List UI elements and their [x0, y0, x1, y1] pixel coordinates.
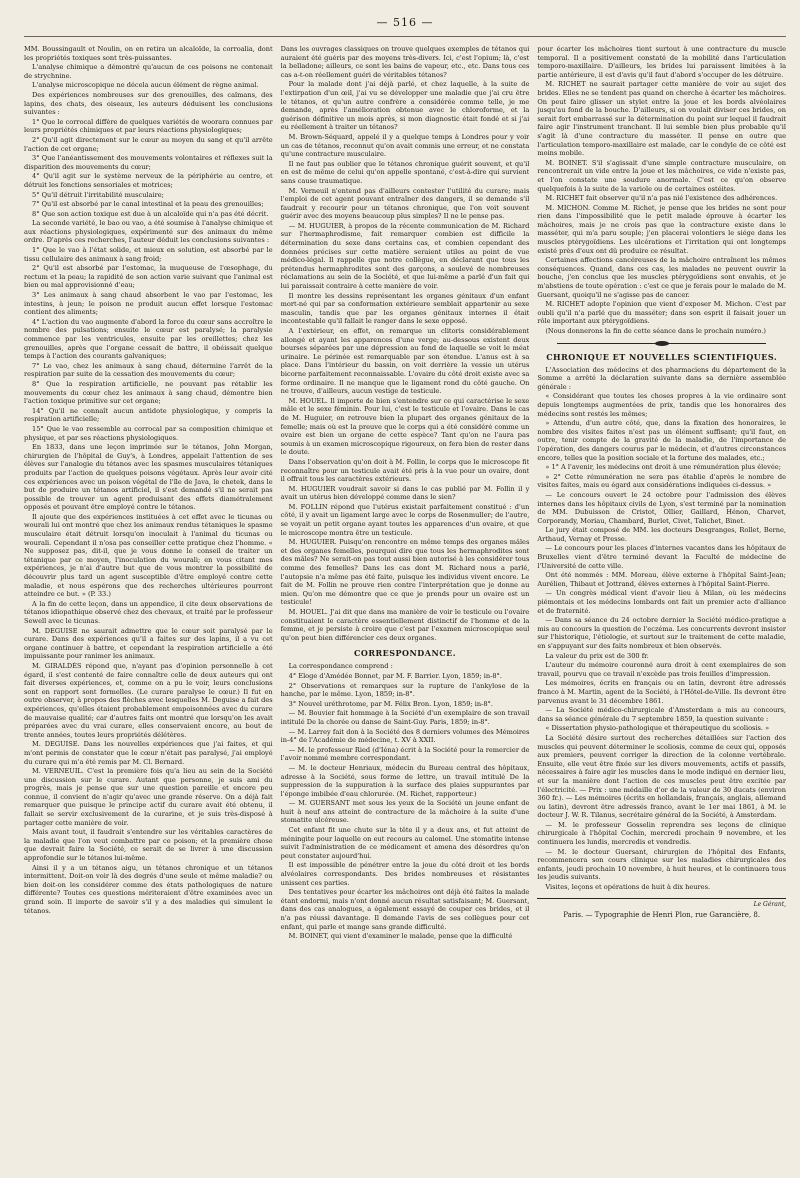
- paragraph: Il montre les dessins représentant les organes génitaux d'un enfant mort-né qui par sa conformation extérieure semblait appartenir au sexe masculin, tandis que par les organes génitaux internes il était incontestable qu'il fallait le ranger dans le sexe opposé.: [280, 291, 530, 326]
- paragraph: — M. HUGUIER, à propos de la récente communication de M. Richard sur l'hermaphrodisme, fait remarquer combien est difficile la détermination du sexe dans certains cas, et combien cependant des données précises sur cette matière seraient utiles au point de vue médico-légal. Il rappelle que notre collègue, en déclarant que tous les prétendus hermaphrodites sont des garçons, a soulevé de nombreuses réclamations au sein de la Société, et que lui-même a parlé d'un fait qui lui paraissait contraire à cette manière de voir.: [280, 221, 530, 291]
- paragraph: Pour la malade dont j'ai déjà parlé, et chez laquelle, à la suite de l'extirpation d'un œil, j'ai vu se développer une maladie que j'ai cru être le tétanos, et qu'un autre confrère a considérée comme telle, je me demande, après l'amélioration obtenue avec le chloroforme, et la guérison définitive un mois après, si mon diagnostic était fondé et si j'ai eu réellement à traiter un tétanos?: [280, 80, 530, 132]
- paragraph: A l'extérieur, en effet, on remarque un clitoris considérablement allongé et ayant les apparences d'une verge; au-dessous existent deux bourses séparées par une dépression au fond de laquelle se voit le méat urinaire. Le périnée est remarquable par son étendue. L'anus est à sa place. Dans l'intérieur du bassin, on voit derrière la vessie un utérus bicorne parfaitement reconnaissable. L'ovaire du côté droit existe avec sa forme ordinaire. Il ne manque que le ligament rond du côté gauche. On ne trouve, d'ailleurs, aucun vestige de testicule.: [280, 327, 530, 396]
- printer-imprint: Paris. — Typographie de Henri Plon, rue Garancière, 8.: [563, 911, 761, 920]
- paragraph: 15° Que le vao ressemble au corrocal par sa composition chimique et physique, et par ses réactions physiologiques.: [24, 424, 273, 442]
- paragraph: 14° Qu'il ne connaît aucun antidote physiologique, y compris la respiration artificielle;: [24, 406, 273, 424]
- paragraph: 2° Observations et remarques sur la rupture de l'ankylose de la hanche, par le même. Lyon, 1859; in-8°.: [280, 681, 530, 699]
- paragraph: En 1833, dans une leçon imprimée sur le tétanos, John Morgan, chirurgien de l'hôpital de Guy's, à Londres, appelait l'attention de ses élèves sur l'analogie du tétanos avec les spasmes musculaires tétaniques produits par l'action de quelques poisons végétaux. Après leur avoir cité ces expériences avec un poison végétal de l'île de Java, le chetek, dans le but de produire un tétanos artificiel, il s'est demandé s'il ne serait pas possible de trouver un agent produisant des effets diamétralement opposés et pouvant être employé contre le tétanos.: [24, 443, 273, 512]
- paragraph: — Le concours pour les places d'internes vacantes dans les hôpitaux de Bruxelles vient d'être terminé devant la Faculté de médecine de l'Université de cette ville.: [537, 544, 786, 570]
- paragraph: Il ne faut pas oublier que le tétanos chronique guérit souvent, et qu'il en est de même de celui qu'on appelle spontané, c'est-à-dire qui survient sans cause traumatique.: [280, 159, 530, 185]
- paragraph: Certaines affections cancéreuses de la mâchoire entraînent les mêmes conséquences. Quand, dans ces cas, les malades ne peuvent ouvrir la bouche, j'en conclus que les muscles ptérygoïdiens sont envahis, et je m'abstiens de toute opération : c'est ce que je ferais pour le malade de M. Guersant, quoiqu'il ne s'agisse pas de cancer.: [537, 256, 786, 299]
- paragraph: — Le concours ouvert le 24 octobre pour l'admission des élèves internes dans les hôpitaux civils de Lyon, s'est terminé par la nomination de MM. Dubuisson de Cristot, Ollier, Gaillard, Hénon, Charvet, Corporandy, Moriau, Chambard, Burlet, Civet, Talichet, Binet.: [537, 490, 786, 525]
- paragraph: 8° Que son action toxique est due à un alcaloïde qui n'a pas été décrit.: [32, 209, 269, 218]
- paragraph: M. HOUEL. J'ai dit que dans ma manière de voir le testicule ou l'ovaire constituaient le caractère essentiellement distinctif de l'homme et de la femme, et je persiste à croire que c'est par l'examen microscopique seul qu'on peut bien différencier ces deux organes.: [280, 608, 530, 642]
- paragraph: M. DEGUISE. Dans les nouvelles expériences que j'ai faites, et qui m'ont permis de constater que le cœur n'était pas paralysé, j'ai employé du curare qui m'a été remis par M. Cl. Bernard.: [24, 740, 273, 766]
- page-header: [24, 12, 786, 37]
- paragraph: M. Verneuil n'entend pas d'ailleurs contester l'utilité du curare; mais l'emploi de cet agent pouvant entraîner des dangers, il se demande s'il faudrait y recourir pour un tétanos chronique, que l'on voit souvent guérir avec des moyens beaucoup plus simples? Il ne le pense pas.: [280, 186, 530, 221]
- paragraph: 1° Que le vao à l'état solide, et mieux en solution, est absorbé par le tissu cellulaire des animaux à sang froid;: [24, 246, 273, 263]
- paragraph: M. Brown-Séquard, appelé il y a quelque temps à Londres pour y voir un cas de tétanos, reconnut qu'on avait commis une erreur, et ne constata qu'une contracture musculaire.: [280, 132, 530, 159]
- paragraph: — M. Larrey fait don à la Société des 8 derniers volumes des Mémoires in-4° de l'Académie de médecine, t. XV à XXII.: [280, 727, 530, 745]
- paragraph: « Dissertation physio-pathologique et thérapeutique du scoliosis. »: [545, 724, 770, 733]
- paragraph: La Société désire surtout des recherches détaillées sur l'action des muscles qui peuvent déterminer le scoliosis, comme de ceux qui, opposés aux premiers, peuvent corriger la direction de la colonne vertébrale. Ensuite, elle veut être fixée sur les divers mouvements, actifs et passifs, nécessaires à faire agir les muscles dans le mode indiqué en dernier lieu, et sur la manière dont l'action de ces muscles peut être excitée par l'électricité. — Prix : une médaille d'or de la valeur de 30 ducats (environ 360 fr.). — Les mémoires (écrits en hollandais, français, anglais, allemand ou latin), devront être adressés franco, avant le 1er mai 1861, à M. le docteur J. W. R. Tilanus, secrétaire général de la Société, à Amsterdam.: [537, 733, 786, 820]
- paragraph: » Attendu, d'un autre côté, que, dans la fixation des honoraires, le nombre des visites faites n'est pas un élément suffisant; qu'il faut, en outre, tenir compte de la gravité de la maladie, de l'importance de l'opération, des dangers courus par le médecin, et d'autres circonstances encore, telles que la position sociale et la fortune des malades, etc.;: [537, 419, 786, 462]
- paragraph: Cet enfant fit une chute sur la tête il y a deux ans, et fut atteint de méningite pour laquelle on eut recours au calomel. Une stomatite intense suivit l'administration de ce médicament et amena des désordres qu'on peut constater aujourd'hui.: [280, 826, 530, 860]
- paragraph: Des expériences nombreuses sur des grenouilles, des caïmans, des lapins, des chats, des oiseaux, les auteurs déduisent les conclusions suivantes :: [24, 90, 273, 117]
- paragraph: 8° Que la respiration artificielle, ne pouvant pas rétablir les mouvements du cœur chez les animaux à sang chaud, démontre bien l'action toxique primitive sur cet organe;: [24, 379, 273, 406]
- column-3: [537, 45, 786, 1171]
- paragraph: L'Association des médecins et des pharmaciens du département de la Somme a arrêté la déclaration suivante dans sa dernière assemblée générale :: [537, 365, 786, 391]
- paragraph: — Un congrès médical vient d'avoir lieu à Milan, où les médecins piémontais et les médecins lombards ont fait un premier acte d'alliance et de fraternité.: [537, 589, 786, 615]
- paragraph: 2° Qu'il est absorbé par l'estomac, la muqueuse de l'œsophage, du rectum et la peau; la rapidité de son action varie suivant que l'animal est bien ou mal approvisionné d'eau;: [24, 264, 273, 290]
- section-heading: CHRONIQUE ET NOUVELLES SCIENTIFIQUES.: [546, 351, 778, 362]
- paragraph: La seconde variété, le bao ou vao, a été soumise à l'analyse chimique et aux réactions physiologiques, expérimenté sur des animaux du même ordre. D'après ces recherches, l'auteur déduit les conclusions suivantes :: [24, 219, 273, 245]
- paragraph: L'analyse chimique a démontré qu'aucun de ces poisons ne contenait de strychnine.: [24, 63, 273, 80]
- paragraph: L'auteur du mémoire couronné aura droit à cent exemplaires de son travail, pourvu que ce travail n'excède pas trois feuilles d'impression.: [537, 661, 786, 678]
- paragraph: Il est impossible de pénétrer entre la joue du côté droit et les bords alvéolaires correspondants. Des brides nombreuses et résistantes unissent ces parties.: [280, 861, 530, 887]
- paragraph: Ont été nommés : MM. Moreau, élève externe à l'hôpital Saint-Jean; Aurélien, Thibaut et Jottrand, élèves externes à l'hôpital Saint-Pierre.: [537, 571, 786, 588]
- paragraph: Visites, leçons et opérations de huit à dix heures.: [545, 883, 711, 892]
- paragraph: — M. le professeur Gosselin reprendra ses leçons de clinique chirurgicale à l'hôpital Cochin, mercredi prochain 9 novembre, et les continuera les lundis, mercredis et vendredis.: [537, 820, 786, 847]
- paragraph: M. RICHET fait observer qu'il n'a pas nié l'existence des adhérences.: [545, 194, 778, 203]
- paragraph: M. RICHET adopte l'opinion que vient d'exposer M. Michon. C'est par oubli qu'il n'a parlé que du masséter; dans son esprit il faisait jouer un rôle important aux ptérygoïdiens.: [537, 300, 786, 326]
- paragraph: M. HOUEL. Il importe de bien s'entendre sur ce qui caractérise le sexe mâle et le sexe féminin. Pour lui, c'est le testicule et l'ovaire. Dans le cas de M. Huguier, on retrouve bien la plupart des organes génitaux de la femelle; mais où est la preuve que le corps qui a été considéré comme un ovaire est bien un organe de cette espèce? Tant qu'on ne l'aura pas soumis à un examen microscopique rigoureux, on fera bien de rester dans le doute.: [280, 396, 530, 457]
- column-2: [281, 45, 530, 1171]
- paragraph: 3° Les animaux à sang chaud absorbent le vao par l'estomac, les intestins, à jeun; le poison ne produit aucun effet lorsque l'estomac contient des aliments;: [24, 291, 273, 317]
- paragraph: La correspondance comprend :: [288, 662, 393, 671]
- column-1: [24, 45, 273, 1171]
- paragraph: — La Société médico-chirurgicale d'Amsterdam a mis au concours, dans sa séance générale du 7 septembre 1859, la question suivante :: [537, 706, 786, 723]
- paragraph: Mais avant tout, il faudrait s'entendre sur les véritables caractères de la maladie que l'on veut combattre par ce poison; et la première chose que devrait faire la Société, ce serait de se livrer à une discussion approfondie sur le tétanos lui-même.: [24, 828, 273, 863]
- paragraph: 3° Que l'anéantissement des mouvements volontaires et réflexes suit la disparition des mouvements du cœur;: [24, 154, 273, 171]
- paragraph: Dans l'observation qu'on doit à M. Follin, le corps que le microscope fit reconnaître pour un testicule avait été pris à la vue pour un ovaire, dont il offrait tous les caractères extérieurs.: [280, 457, 530, 484]
- paragraph: 7° Le vao, chez les animaux à sang chaud, détermine l'arrêt de la respiration par suite de la cessation des mouvements du cœur;: [24, 361, 273, 379]
- paragraph: 4° Qu'il agit sur le système nerveux de la périphérie au centre, et détruit les fonctions sensoriales et motrices;: [24, 172, 273, 189]
- paragraph: — M. Bouvier fait hommage à la Société d'un exemplaire de son travail intitulé De la chorée ou danse de Saint-Guy. Paris, 1859; in-8°.: [280, 709, 530, 726]
- paragraph: M. MICHON. Comme M. Richet, je pense que les brides ne sont pour rien dans l'impossibilité que le petit malade éprouve à écarter les mâchoires, mais je ne crois pas que la contracture existe dans le masséter, qui m'a paru souple; j'en placerai volontiers le siége dans les muscles ptérygoïdiens. Les ulcérations et l'irritation qui ont longtemps existé près d'eux ont dû produire ce résultat.: [537, 203, 786, 255]
- page-footer: [537, 898, 786, 920]
- paragraph: M. RICHET ne saurait partager cette manière de voir au sujet des brides. Elles ne se tendent pas quand on cherche à écarter les mâchoires. On peut faire glisser un stylet entre la joue et les bords alvéolaires jusqu'au fond de la bouche. D'ailleurs, si on voulait diviser ces brides, on serait fort embarrassé sur la détermination du point sur lequel il faudrait faire agir l'instrument tranchant. Il lui semble bien plus probable qu'il s'agit là d'une contracture du masséter. Il pense en outre que l'articulation temporo-maxillaire est malade, car le condyle de ce côté est moins mobile.: [537, 80, 786, 158]
- paragraph: 5° Qu'il détruit l'irritabilité musculaire;: [32, 190, 164, 199]
- paragraph: — M. le professeur Ried (d'Iéna) écrit à la Société pour la remercier de l'avoir nommé membre correspondant.: [280, 745, 530, 763]
- paragraph: Les mémoires, écrits en français ou en latin, devront être adressés franco à M. Martin, agent de la Société, à l'Hôtel-de-Ville. Ils devront être parvenus avant le 31 décembre 1861.: [537, 679, 786, 705]
- paragraph: 7° Qu'il est absorbé par le canal intestinal et la peau des grenouilles;: [32, 200, 264, 209]
- paragraph: L'analyse microscopique ne décela aucun élément de règne animal.: [32, 81, 259, 90]
- paragraph: M. FOLLIN répond que l'utérus existait parfaitement constitué : d'un côté, il y avait un ligament large avec le corps de Rosenmuller; de l'autre, se voyait un petit organe ayant toutes les apparences d'un ovaire, et que le microscope montra être un testicule.: [280, 502, 530, 537]
- paragraph: 2° Qu'il agit directement sur le cœur au moyen du sang et qu'il arrête l'action de cet organe;: [24, 135, 273, 153]
- paragraph: 1° Que le corrocal diffère de quelques variétés de woorara connues par leurs propriétés chimiques et par leurs réactions physiologiques;: [24, 117, 273, 135]
- paragraph: 4° Eloge d'Amédée Bonnet, par M. F. Barrier. Lyon, 1859; in-8°.: [288, 671, 502, 680]
- section-heading: CORRESPONDANCE.: [354, 648, 457, 659]
- paragraph: Des tentatives pour écarter les mâchoires ont déjà été faites la malade étant endormi, mais n'ont donné aucun résultat satisfaisant; M. Guersant, dans des cas analogues, a également essayé de couper ces brides, et il n'a pas réussi davantage. Il demande l'avis de ses collègues pour cet enfant, qui parle et mange sans grande difficulté.: [280, 888, 530, 931]
- paragraph: 3° Nouvel uréthrotome, par M. Félix Bron. Lyon, 1859; in-8°.: [288, 699, 493, 708]
- paragraph: La valeur du prix est de 300 fr.: [545, 651, 649, 660]
- paragraph: (Nous donnerons la fin de cette séance dans le prochain numéro.): [545, 327, 766, 335]
- paragraph: Le jury était composé de MM. les docteurs Desgranges, Rollet, Berne, Arthaud, Vernay et Presse.: [537, 526, 786, 543]
- paragraph: — M. le docteur Guersant, chirurgien de l'hôpital des Enfants, recommencera son cours clinique sur les maladies chirurgicales des enfants, jeudi prochain 10 novembre, à huit heures, et le continuera tous les jeudis suivants.: [537, 847, 786, 882]
- paragraph: » 2° Cette rémunération ne sera pas établie d'après le nombre de visites faites, mais eu égard aux considérations indiquées ci-dessus. »: [537, 472, 786, 490]
- paragraph: pour écarter les mâchoires tient surtout à une contracture du muscle temporal. Il a positivement constaté de la mobilité dans l'articulation temporo-maxillaire. D'ailleurs, les brides lui paraissent limitées à la partie antérieure, il est d'avis qu'il faut d'abord s'occuper de les détruire.: [537, 45, 786, 79]
- gerant-signature-label: Le Gérant,: [753, 900, 786, 908]
- paragraph: M. BOINET, qui vient d'examiner le malade, pense que la difficulté: [288, 932, 513, 941]
- paragraph: Dans les ouvrages classiques on trouve quelques exemples de tétanos qui auraient été guéris par des moyens très-divers. Ici, c'est l'opium; là, c'est la belladone; ailleurs, ce sont les bains de vapeur, etc., etc. Dans tous ces cas a-t-on réellement guéri de véritables tétanos?: [280, 45, 530, 79]
- paragraph: Ainsi il y a un tétanos aigu, un tétanos chronique et un tétanos intermittent. Doit-on voir là des degrés d'une seule et même maladie? ou bien doit-on les considérer comme des états pathologiques de nature différente? Toutes ces questions mériteraient d'être examinées avec un grand soin. Il importe de savoir s'il y a des maladies qui simulent le tétanos.: [24, 863, 273, 915]
- paragraph: 4° L'action du vao augmente d'abord la force du cœur sans accroître le nombre des pulsations; ensuite le cœur est paralysé; la paralysie commence par les ventricules, ensuite par les oreillettes; chez les grenouilles, après que l'organe cessait de battre, il obéissait quelque temps à l'action des courants galvaniques;: [24, 317, 273, 361]
- paragraph: MM. Boussingault et Noulin, on en retira un alcaloïde, la corroalia, dont les propriétés toxiques sont très-puissantes.: [24, 45, 273, 62]
- paragraph: » 1° A l'avenir, les médecins ont droit à une rémunération plus élevée;: [545, 463, 781, 472]
- paragraph: M. HUGUIER voudrait savoir si dans le cas publié par M. Follin il y avait un utérus bien développé comme dans le sien?: [280, 484, 530, 502]
- paragraph: A la fin de cette leçon, dans un appendice, il cite deux observations de tétanos idiopathique observé chez des chevaux, et traité par le professeur Sewell avec le ticunas.: [24, 599, 273, 625]
- paragraph: Il ajoute que des expériences instituées à cet effet avec le ticunas ou wourali lui ont montré que chez les animaux rendus tétaniques le spasme musculaire était détruit lorsqu'on inoculait à l'animal du ticunas ou wourali. Cependant il n'osa pas conseiller cette pratique chez l'homme. « Ne supposez pas, dit-il, que je vous donne le conseil de traiter un tétanique par ce moyen, l'inoculation du wourali; en vous citant mes expériences, je n'ai d'autre but que de vous montrer la possibilité de découvrir plus tard un agent susceptible d'être employé contre cette maladie, et nous espérons que des recherches ultérieures pourront atteindre ce but. » (P. 33.): [24, 512, 273, 599]
- paragraph: M. HUGUIER. Puisqu'on rencontre en même temps des organes mâles et des organes femelles, pourquoi dire que tous les hermaphrodites sont des mâles? Ne serait-on pas tout aussi bien autorisé à les considérer tous comme des femelles? Dans les cas dont M. Richard nous a parlé, l'autopsie n'a même pas été faite, puisque les individus vivent encore. Le fait de M. Follin ne prouve rien contre l'interprétation que je donne au mien. Qu'on me démontre que ce que je prends pour un ovaire est un testicule!: [280, 538, 530, 607]
- paragraph: — Dans sa séance du 24 octobre dernier la Société médico-pratique a mis au concours la question de l'eczéma. Les concurrents devront insister sur l'historique, l'étiologie, et surtout sur le traitement de cette maladie, en s'appuyant sur des faits nombreux et bien observés.: [537, 616, 786, 650]
- paragraph: M. DEGUISE ne saurait admettre que le cœur soit paralysé par le curare. Dans des expériences qu'il a faites sur des lapins, il a vu cet organe continuer à battre, et cependant la respiration artificielle a été impuissante pour ranimer les animaux.: [24, 626, 273, 661]
- paragraph: M. BOINET. S'il s'agissait d'une simple contracture musculaire, on rencontrerait un vide entre la joue et les mâchoires, ce vide n'existe pas, et l'on constate une soudure anormale. C'est ce qu'on observe quelquefois à la suite de la variole ou de certaines ostéites.: [537, 158, 786, 193]
- paragraph: M. GIRALDÈS répond que, n'ayant pas d'opinion personnelle à cet égard, il s'est contenté de faire connaître celle de deux auteurs qui ont fait diverses expériences, et, comme on a pu le voir, leurs conclusions sont en rapport sont formelles. (Le curare paralyse le cœur.) Il fut en outre observer, à propos des flèches avec lesquelles M. Deguise a fait des expériences, qu'elles étaient probablement empoisonnées avec du curare de mauvaise qualité; car d'autres faits ont montré que lorsqu'on les avait préparées avec du vrai curare, elles conservaient encore, au bout de trente années, toutes leurs propriétés délétères.: [24, 661, 273, 739]
- ornament-divider: [557, 341, 766, 346]
- paragraph: — M. le docteur Henriaux, médecin du Bureau central des hôpitaux, adresse à la Société, sous forme de lettre, un travail intitulé De la suppression de la suppuration à la surface des plaies suppurantes par l'éponge imbibée d'eau chlorurée. (M. Richet, rapporteur.): [280, 763, 530, 798]
- text-columns: [24, 45, 786, 1171]
- paragraph: M. VERNEUIL. C'est la première fois qu'a lieu au sein de la Société une discussion sur le curare. Autant que personne, je suis ami du progrès, mais je pense que sur une question pareille et encore peu connue, il convient de n'agir qu'avec une grande réserve. On a déjà fait remarquer que puisque le principe actif du curare avait été obtenu, il fallait se servir exclusivement de la curarine, et je suis très-disposé à partager cette manière de voir.: [24, 767, 273, 827]
- paragraph: « Considérant que toutes les choses propres à la vie ordinaire sont depuis longtemps augmentées de prix, tandis que les honoraires des médecins sont restés les mêmes;: [537, 392, 786, 418]
- page-number: — 516 —: [376, 16, 434, 29]
- paragraph: — M. GUERSANT met sous les yeux de la Société un jeune enfant de huit à neuf ans atteint de contracture de la mâchoire à la suite d'une stomatite ulcéreuse.: [280, 799, 530, 825]
